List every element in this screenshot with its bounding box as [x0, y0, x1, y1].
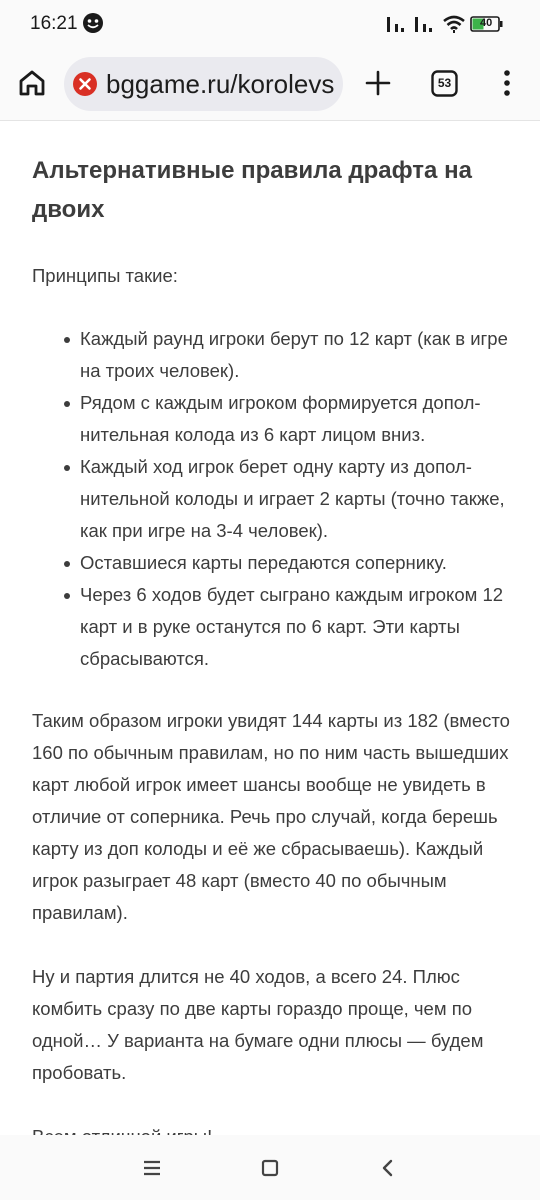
plus-icon[interactable] — [362, 67, 394, 99]
article-title: Альтернативные правила драфта на двоих — [32, 157, 472, 223]
back-icon[interactable] — [377, 1157, 399, 1179]
intro-text: Принципы такие: — [32, 265, 178, 286]
signal-bars-icon — [386, 14, 406, 34]
list-item: Оставшиеся карты передаются сопернику. — [30, 547, 516, 579]
wifi-icon — [442, 14, 466, 34]
paragraph: Ну и партия длится не 40 ходов, а всего 24. Плюс комбить сразу по две карты гораздо проще, чем по одной… У варианта на бумаге одни плюсы — будем пробовать. — [32, 966, 484, 1083]
list-item: Через 6 ходов будет сыграно каждым игроком 12 карт и в руке останутся по 6 карт. Эти карты сбрасываются. — [30, 579, 516, 675]
list-item: Рядом с каждым игроком формируется дополнительная колода из 6 карт лицом вниз. — [30, 387, 516, 451]
not-secure-icon[interactable] — [72, 71, 98, 97]
address-bar[interactable] — [64, 57, 343, 111]
list-item: Каждый ход игрок берет одну карту из дополнительной колоды и играет 2 карты (точно также, как при игре на 3-4 человек). — [30, 451, 516, 547]
page-content — [0, 121, 540, 1135]
signal-bars-icon — [414, 14, 434, 34]
smiley-notification-icon — [82, 12, 104, 34]
more-vert-icon[interactable] — [497, 67, 517, 99]
home-icon[interactable] — [16, 67, 48, 99]
rules-list — [30, 323, 516, 675]
home-square-icon[interactable] — [259, 1157, 281, 1179]
battery-level: 40 — [480, 17, 493, 29]
list-item: Каждый раунд игроки берут по 12 карт (как в игре на троих человек). — [30, 323, 516, 387]
tab-switcher-button[interactable] — [431, 70, 458, 97]
system-nav-bar — [0, 1135, 540, 1200]
browser-toolbar — [0, 50, 540, 121]
url-text[interactable]: bggame.ru/korolevs — [106, 69, 335, 99]
status-time: 16:21 — [30, 13, 78, 34]
recents-icon[interactable] — [141, 1157, 163, 1179]
paragraph: Таким образом игроки увидят 144 карты из 182 (вместо 160 по обычным правилам, но по ним часть вышедших карт любой игрок имеет шансы вообще не увидеть в отличие от соперника. Речь про случай, когда берешь карту из доп колоды и её же сбрасываешь). Каждый игрок разыграет 48 карт (вместо 40 по обычным правилам). — [32, 710, 510, 923]
status-bar — [0, 0, 540, 50]
tab-count: 53 — [437, 76, 452, 90]
